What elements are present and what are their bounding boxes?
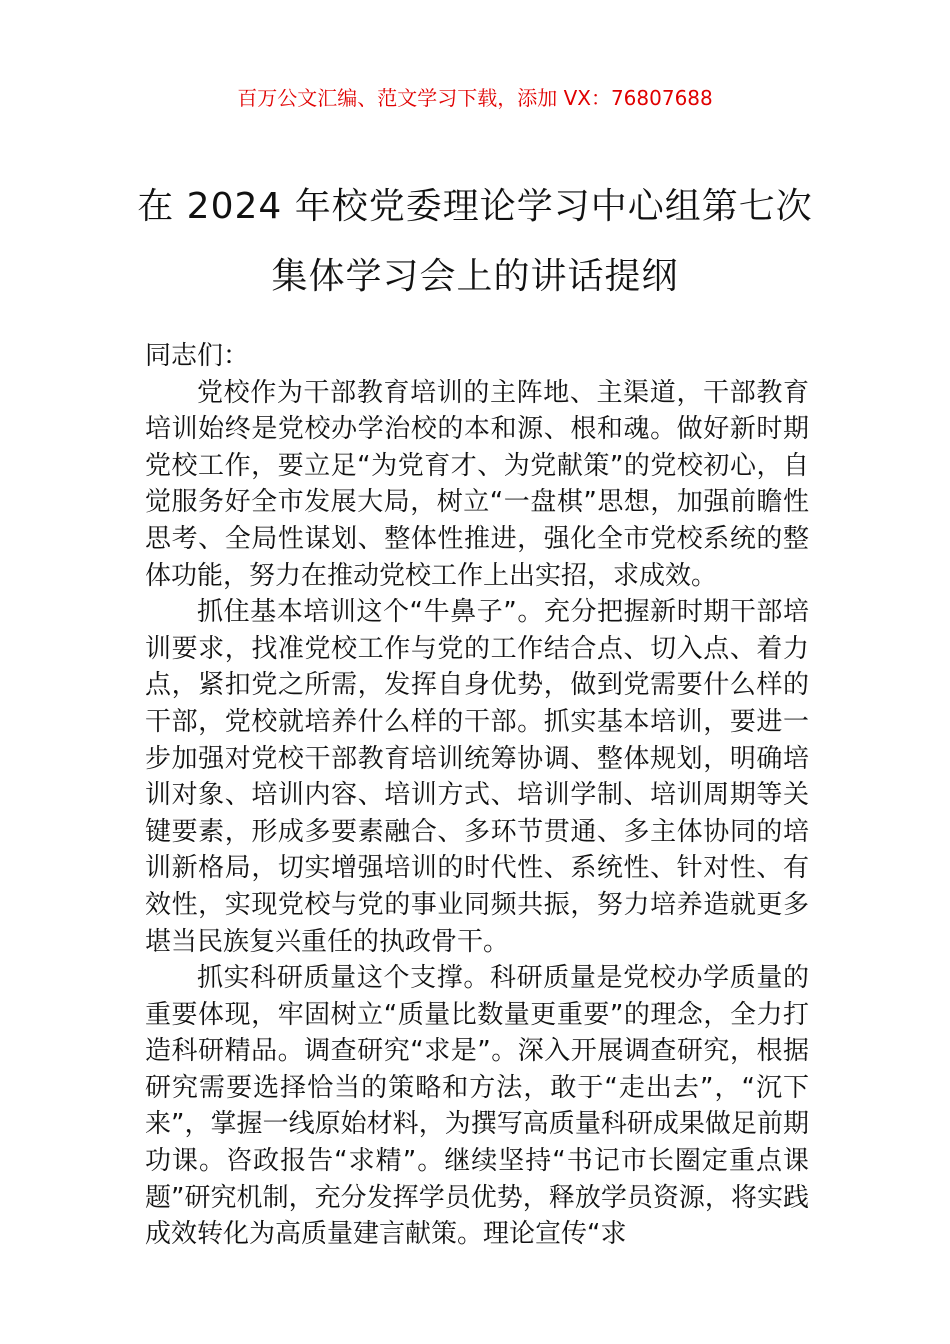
- header-note: 百万公文汇编、范文学习下载，添加 VX：76807688: [237, 86, 713, 110]
- paragraph-research-quality: 抓实科研质量这个支撑。科研质量是党校办学质量的重要体现，牢固树立“质量比数量更重要”的理念，全力打造科研精品。调查研究“求是”。深入开展调查研究，根据研究需要选择恰当的策略和方法，敢于“走出去”，“沉下来”，掌握一线原始材料，为撰写高质量科研成果做足前期功课。咨政报告“求精”。继续坚持“书记市长圈定重点课题”研究机制，充分发挥学员优势，释放学员资源，将实践成效转化为高质量建言献策。理论宣传“求: [145, 963, 809, 1250]
- salutation: 同志们：: [145, 341, 250, 371]
- document-body: [145, 338, 809, 1253]
- document-title: 在 2024 年校党委理论学习中心组第七次集体学习会上的讲话提纲: [137, 186, 813, 297]
- paragraph-basic-training: 抓住基本培训这个“牛鼻子”。充分把握新时期干部培训要求，找准党校工作与党的工作结合点、切入点、着力点，紧扣党之所需，发挥自身优势，做到党需要什么样的干部，党校就培养什么样的干部。抓实基本培训，要进一步加强对党校干部教育培训统筹协调、整体规划，明确培训对象、培训内容、培训方式、培训学制、培训周期等关键要素，形成多要素融合、多环节贯通、多主体协同的培训新格局，切实增强培训的时代性、系统性、针对性、有效性，实现党校与党的事业同频共振，努力培养造就更多堪当民族复兴重任的执政骨干。: [145, 597, 809, 957]
- paragraph-intro: 党校作为干部教育培训的主阵地、主渠道，干部教育培训始终是党校办学治校的本和源、根和魂。做好新时期党校工作，要立足“为党育才、为党献策”的党校初心，自觉服务好全市发展大局，树立“一盘棋”思想，加强前瞻性思考、全局性谋划、整体性推进，强化全市党校系统的整体功能，努力在推动党校工作上出实招，求成效。: [145, 377, 809, 591]
